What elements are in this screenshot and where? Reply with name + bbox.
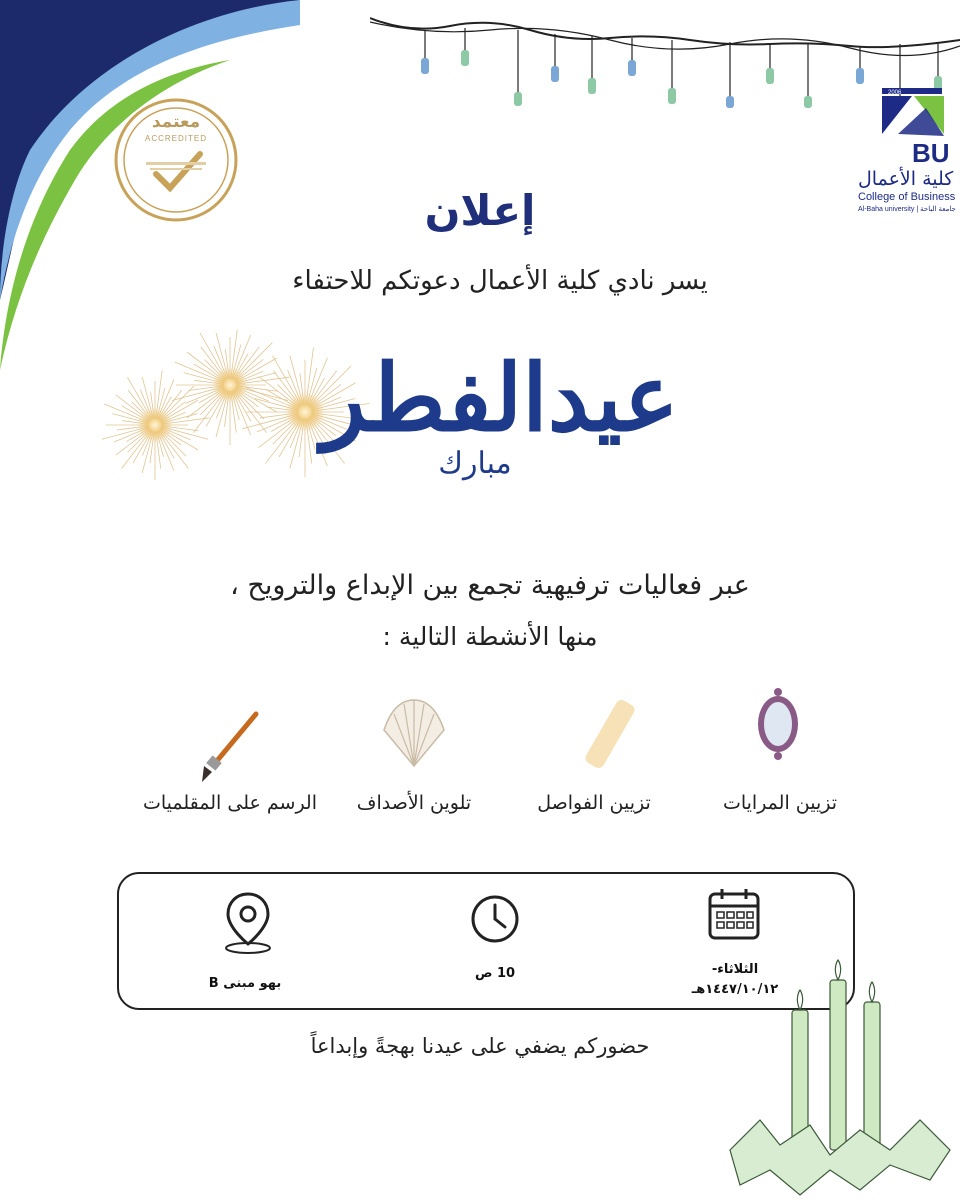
paintbrush-icon bbox=[190, 706, 270, 786]
calendar-icon bbox=[706, 886, 762, 942]
bookmark-icon bbox=[570, 694, 650, 774]
page-title: إعلان bbox=[424, 186, 536, 235]
closing-message: حضوركم يضفي على عيدنا بهجةً وإبداعاً bbox=[310, 1034, 650, 1058]
events-description: عبر فعاليات ترفيهية تجمع بين الإبداع والترويح ، bbox=[230, 570, 750, 601]
seal-english-text: ACCREDITED bbox=[144, 134, 207, 143]
eid-mubarak-text: مبارك bbox=[438, 446, 512, 481]
activities-intro: منها الأنشطة التالية : bbox=[382, 622, 598, 651]
clock-icon bbox=[470, 894, 520, 944]
event-day: الثلاثاء- bbox=[711, 962, 759, 977]
mirror-icon bbox=[738, 682, 818, 762]
event-date: ١٤٤٧/١٠/١٢هـ bbox=[691, 982, 779, 997]
activity-label-bookmarks: تزيين الفواصل bbox=[537, 792, 651, 814]
candles-decoration bbox=[720, 950, 960, 1200]
event-time: 10 ص bbox=[474, 966, 516, 981]
activity-label-pencil-cases: الرسم على المقلميات bbox=[142, 792, 317, 814]
invitation-subtitle: يسر نادي كلية الأعمال دعوتكم للاحتفاء bbox=[292, 266, 708, 296]
eid-calligraphy: عيدالفطر bbox=[321, 344, 679, 452]
event-location: بهو مبنى B bbox=[208, 976, 282, 991]
seashell-icon bbox=[374, 694, 454, 774]
bu-logo-icon bbox=[852, 84, 960, 168]
activity-label-seashells: تلوين الأصداف bbox=[356, 792, 472, 814]
location-pin-icon bbox=[220, 890, 276, 956]
logo-mark: BU bbox=[912, 138, 950, 168]
logo-arabic-name: كلية الأعمال bbox=[858, 168, 954, 190]
seal-arabic-text: معتمد bbox=[151, 112, 201, 132]
activity-label-mirrors: تزيين المرايات bbox=[722, 792, 838, 814]
logo-university-name: Al-Baha university | جامعة الباحة bbox=[858, 206, 956, 213]
logo-english-name: College of Business bbox=[858, 191, 956, 203]
logo-year: 2006 bbox=[888, 90, 902, 96]
